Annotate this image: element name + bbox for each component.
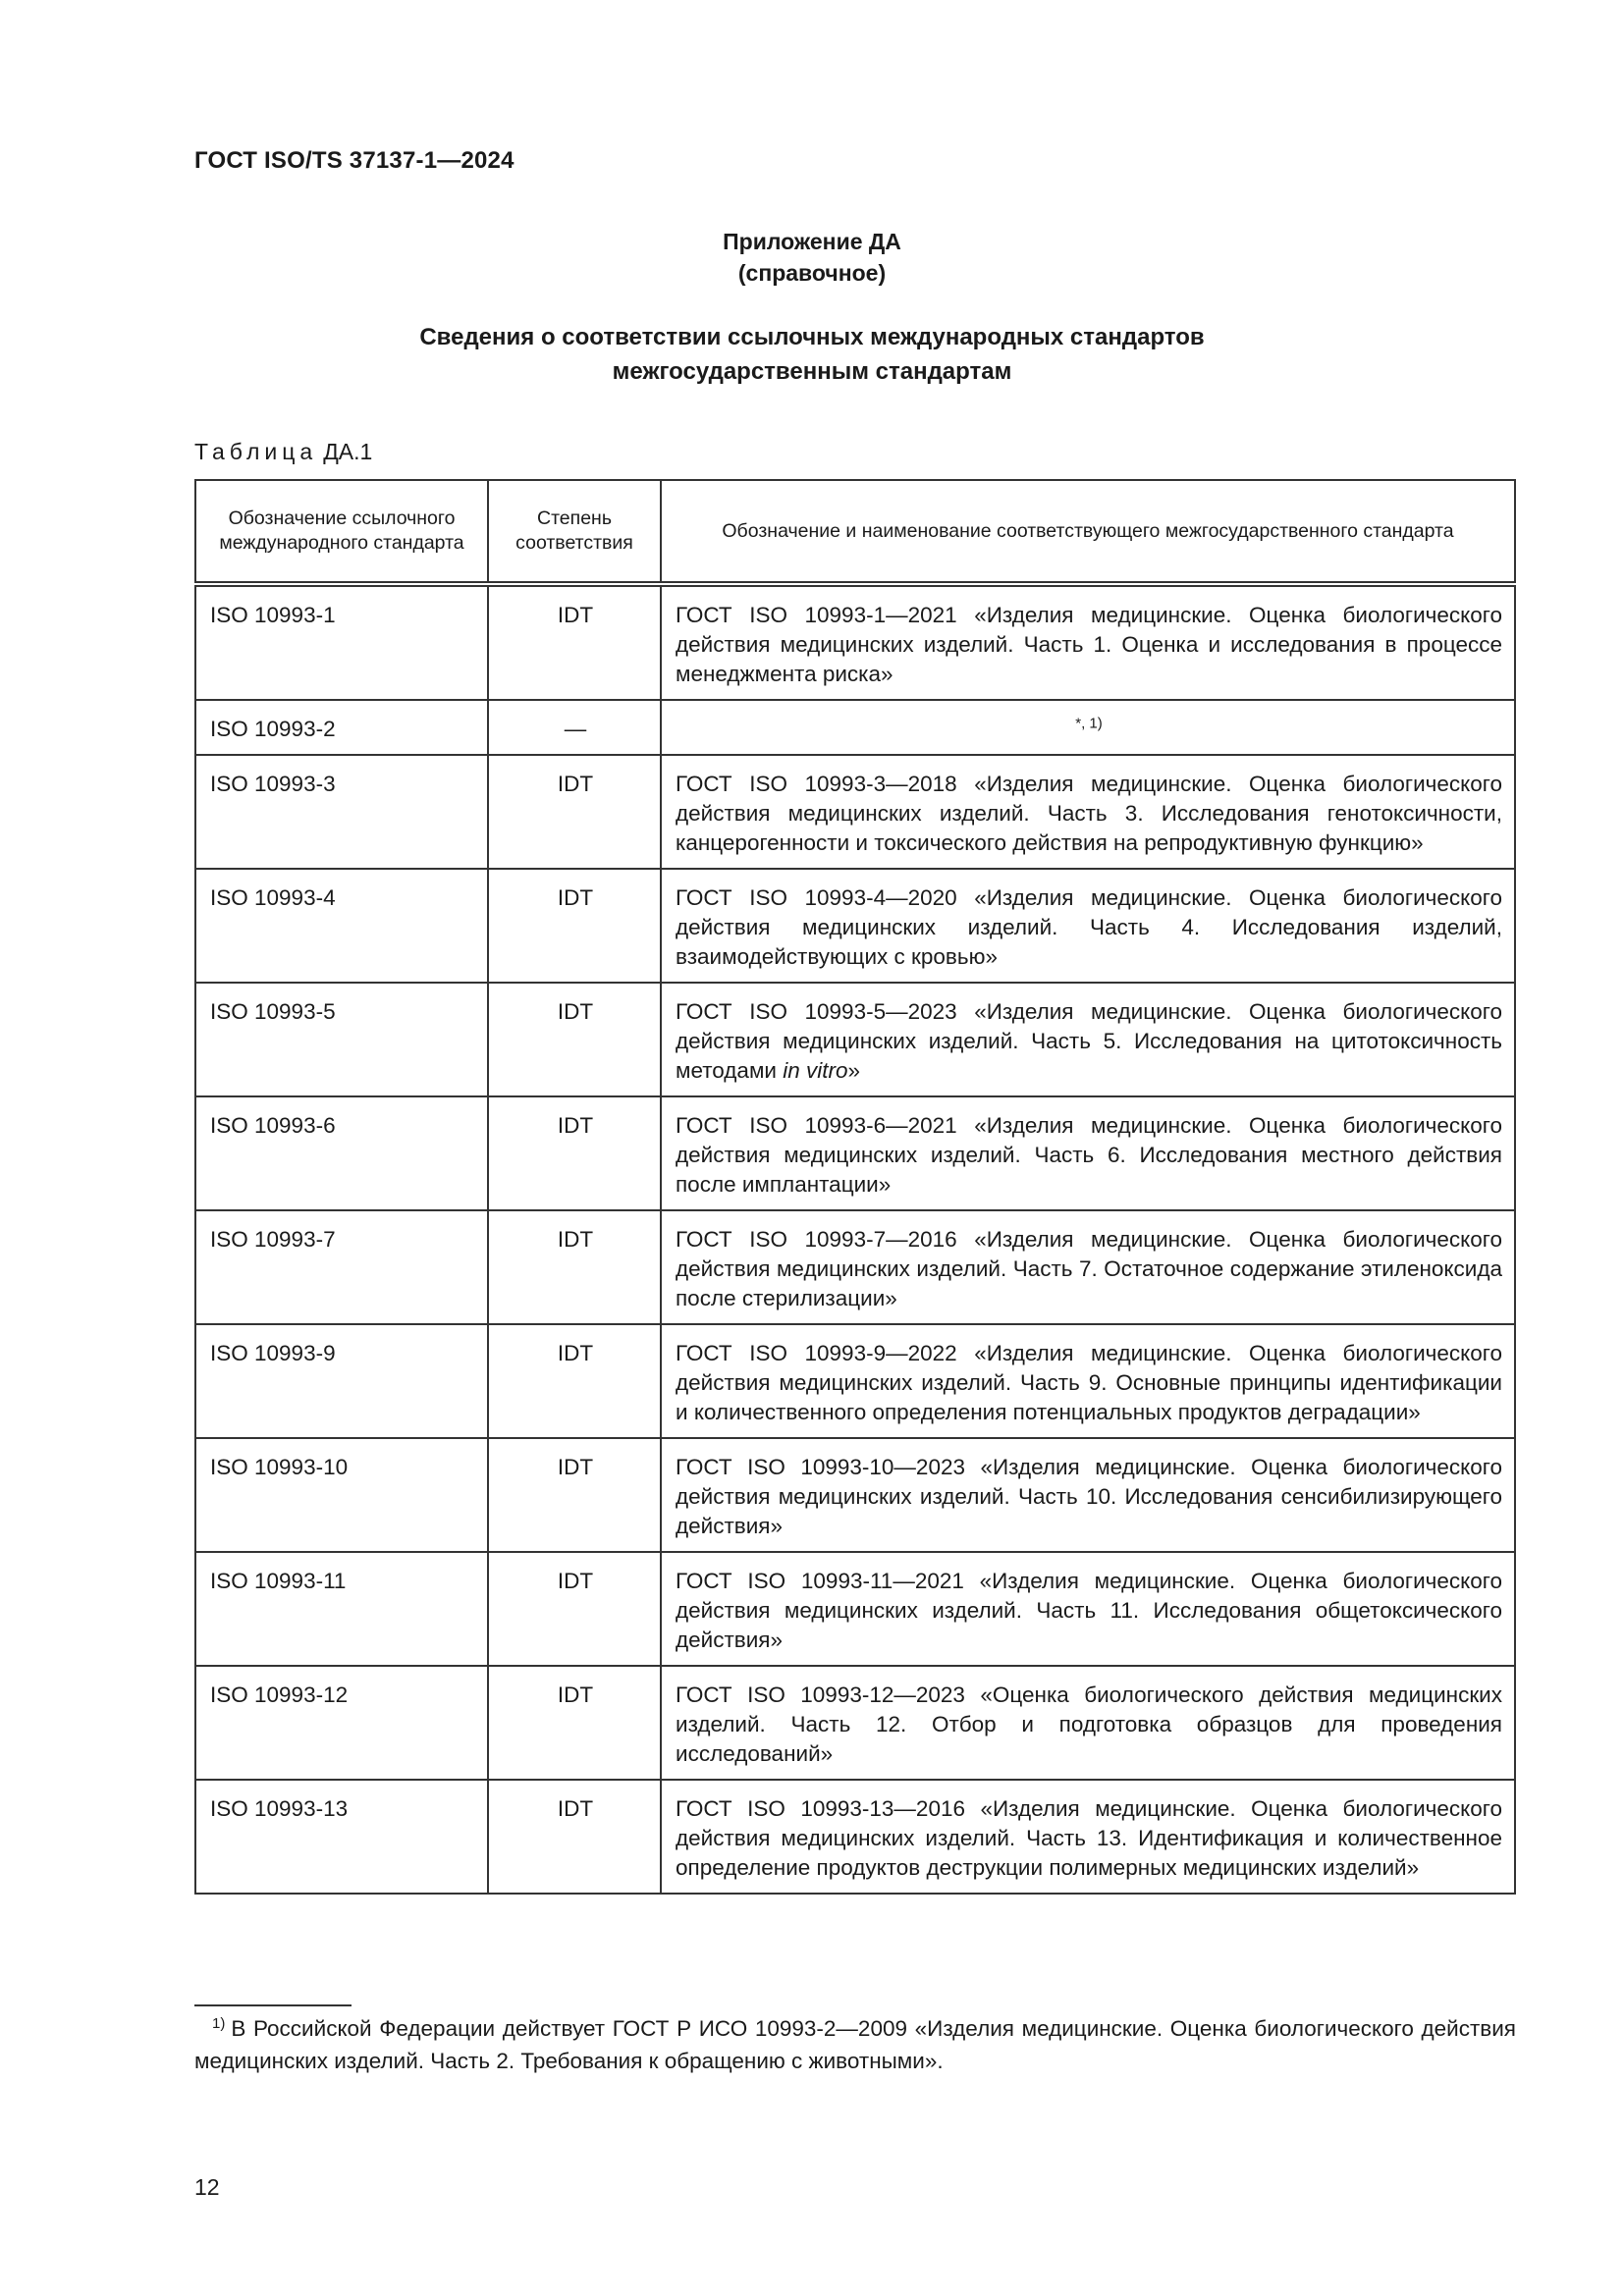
annex-kind: (справочное) bbox=[737, 260, 887, 286]
document-code: ГОСТ ISO/TS 37137-1—2024 bbox=[194, 147, 514, 174]
standard-name-italic: in vitro bbox=[783, 1058, 848, 1083]
table-caption-number: ДА.1 bbox=[323, 439, 373, 464]
cell-reference: ISO 10993-4 bbox=[195, 869, 488, 983]
standards-table bbox=[194, 479, 1516, 1895]
footnote-mark: 1) bbox=[212, 2014, 226, 2032]
cell-standard-name bbox=[661, 755, 1515, 869]
cell-reference: ISO 10993-7 bbox=[195, 1210, 488, 1324]
cell-standard-name bbox=[661, 1552, 1515, 1666]
cell-reference: ISO 10993-3 bbox=[195, 755, 488, 869]
cell-reference: ISO 10993-9 bbox=[195, 1324, 488, 1438]
cell-standard-name bbox=[661, 1666, 1515, 1780]
standard-name-text: ГОСТ ISO 10993-1—2021 «Изделия медицинские. Оценка биологического действия медицинских изделий. Часть 1. Оценка и исследования в процессе менеджмента риска» bbox=[676, 603, 1502, 686]
cell-degree: IDT bbox=[488, 1666, 661, 1780]
cell-reference: ISO 10993-13 bbox=[195, 1780, 488, 1894]
table-row bbox=[195, 1666, 1515, 1780]
standard-name-text: ГОСТ ISO 10993-3—2018 «Изделия медицинские. Оценка биологического действия медицинских изделий. Часть 3. Исследования генотоксичности, канцерогенности и токсического действия на репродуктивную функцию» bbox=[676, 772, 1502, 855]
cell-degree: — bbox=[488, 700, 661, 755]
cell-degree: IDT bbox=[488, 983, 661, 1096]
cell-reference: ISO 10993-6 bbox=[195, 1096, 488, 1210]
cell-standard-name bbox=[661, 700, 1515, 755]
cell-standard-name bbox=[661, 983, 1515, 1096]
cell-reference: ISO 10993-5 bbox=[195, 983, 488, 1096]
table-header-row bbox=[195, 480, 1515, 584]
cell-standard-name bbox=[661, 584, 1515, 700]
cell-standard-name bbox=[661, 1438, 1515, 1552]
table-row bbox=[195, 1096, 1515, 1210]
table-row bbox=[195, 1324, 1515, 1438]
table-row bbox=[195, 755, 1515, 869]
standard-name-text: ГОСТ ISO 10993-7—2016 «Изделия медицинские. Оценка биологического действия медицинских изделий. Часть 7. Остаточное содержание этиленоксида после стерилизации» bbox=[676, 1227, 1502, 1310]
cell-standard-name bbox=[661, 1324, 1515, 1438]
cell-reference: ISO 10993-2 bbox=[195, 700, 488, 755]
cell-reference: ISO 10993-1 bbox=[195, 584, 488, 700]
annex-title bbox=[0, 320, 1624, 389]
cell-degree: IDT bbox=[488, 1210, 661, 1324]
cell-degree: IDT bbox=[488, 755, 661, 869]
footnote-divider bbox=[194, 2004, 352, 2006]
table-row bbox=[195, 1780, 1515, 1894]
cell-standard-name bbox=[661, 1210, 1515, 1324]
annex-heading bbox=[0, 226, 1624, 289]
cell-degree: IDT bbox=[488, 1552, 661, 1666]
cell-standard-name bbox=[661, 869, 1515, 983]
cell-degree: IDT bbox=[488, 1780, 661, 1894]
standard-name-text: ГОСТ ISO 10993-12—2023 «Оценка биологического действия медицинских изделий. Часть 12. Отбор и подготовка образцов для проведения исследований» bbox=[676, 1682, 1502, 1766]
page-number: 12 bbox=[194, 2174, 220, 2200]
table-caption bbox=[194, 439, 372, 465]
table-row bbox=[195, 1210, 1515, 1324]
cell-degree: IDT bbox=[488, 1324, 661, 1438]
cell-standard-name bbox=[661, 1096, 1515, 1210]
standard-name-text: ГОСТ ISO 10993-6—2021 «Изделия медицинские. Оценка биологического действия медицинских изделий. Часть 6. Исследования местного действия после имплантации» bbox=[676, 1113, 1502, 1197]
standard-name-text: ГОСТ ISO 10993-10—2023 «Изделия медицинские. Оценка биологического действия медицинских изделий. Часть 10. Исследования сенсибилизирующего действия» bbox=[676, 1455, 1502, 1538]
standard-name-text: ГОСТ ISO 10993-11—2021 «Изделия медицинские. Оценка биологического действия медицинских изделий. Часть 11. Исследования общетоксического действия» bbox=[676, 1569, 1502, 1652]
annex-title-line-1: Сведения о соответствии ссылочных международных стандартов bbox=[419, 324, 1205, 350]
footnote-reference: *, 1) bbox=[1075, 715, 1103, 732]
table-row bbox=[195, 983, 1515, 1096]
cell-degree: IDT bbox=[488, 1438, 661, 1552]
annex-title-line-2: межгосударственным стандартам bbox=[612, 358, 1012, 385]
standard-name-text: ГОСТ ISO 10993-4—2020 «Изделия медицинские. Оценка биологического действия медицинских изделий. Часть 4. Исследования изделий, взаимодействующих с кровью» bbox=[676, 885, 1502, 969]
footnote-text: В Российской Федерации действует ГОСТ Р ИСО 10993-2—2009 «Изделия медицинские. Оценка биологического действия медицинских изделий. Часть 2. Требования к обращению с животными». bbox=[194, 2016, 1516, 2073]
column-header-degree: Степень соответствия bbox=[488, 480, 661, 584]
standard-name-text: ГОСТ ISO 10993-13—2016 «Изделия медицинские. Оценка биологического действия медицинских изделий. Часть 13. Идентификация и количественное определение продуктов деструкции полимерных медицинских изделий» bbox=[676, 1796, 1502, 1880]
cell-reference: ISO 10993-12 bbox=[195, 1666, 488, 1780]
column-header-name: Обозначение и наименование соответствующего межгосударственного стандарта bbox=[661, 480, 1515, 584]
standard-name-tail: » bbox=[847, 1058, 861, 1083]
cell-reference: ISO 10993-11 bbox=[195, 1552, 488, 1666]
column-header-reference: Обозначение ссылочного международного стандарта bbox=[195, 480, 488, 584]
table-caption-word: Таблица bbox=[194, 439, 318, 464]
table-row bbox=[195, 700, 1515, 755]
table-row bbox=[195, 584, 1515, 700]
footnote bbox=[194, 2012, 1516, 2077]
cell-degree: IDT bbox=[488, 584, 661, 700]
cell-reference: ISO 10993-10 bbox=[195, 1438, 488, 1552]
standard-name-text: ГОСТ ISO 10993-9—2022 «Изделия медицинские. Оценка биологического действия медицинских изделий. Часть 9. Основные принципы идентификации и количественного определения потенциальных продуктов деградации» bbox=[676, 1341, 1502, 1424]
table-row bbox=[195, 1438, 1515, 1552]
annex-label: Приложение ДА bbox=[723, 229, 901, 254]
table-row bbox=[195, 869, 1515, 983]
cell-standard-name bbox=[661, 1780, 1515, 1894]
standard-name-text: ГОСТ ISO 10993-5—2023 «Изделия медицинские. Оценка биологического действия медицинских изделий. Часть 5. Исследования на цитотоксичность методами bbox=[676, 999, 1502, 1083]
cell-degree: IDT bbox=[488, 1096, 661, 1210]
cell-degree: IDT bbox=[488, 869, 661, 983]
table-body bbox=[195, 584, 1515, 1894]
table-row bbox=[195, 1552, 1515, 1666]
